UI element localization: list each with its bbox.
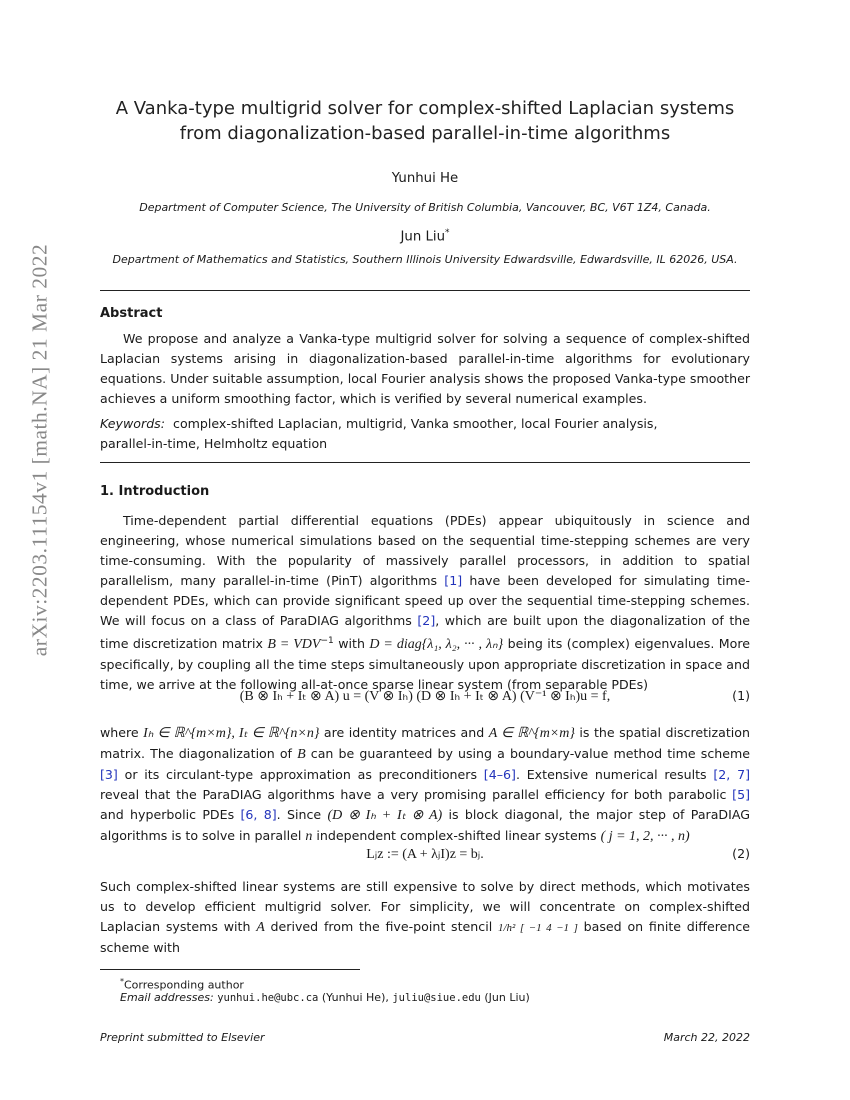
author-1 bbox=[100, 171, 750, 186]
footer-preprint: Preprint submitted to Elsevier bbox=[100, 1031, 265, 1044]
keywords-line-2: parallel-in-time, Helmholtz equation bbox=[100, 436, 328, 451]
math-a: A bbox=[256, 920, 265, 935]
email-2[interactable]: juliu@siue.edu bbox=[392, 992, 481, 1004]
p2-text-k: independent complex-shifted linear systems bbox=[312, 828, 601, 843]
math-d-diag: D = diag{λ₁, λ₂, ··· , λₙ} bbox=[369, 637, 504, 653]
affiliation-2: Department of Mathematics and Statistics, Southern Illinois University Edwardsville, Edwardsville, IL 62026, USA. bbox=[112, 253, 738, 266]
p1-text-b: have been developed for simulating time-dependent PDEs, which can provide significant speed up over the sequential time-stepping schemes. We will focus on a class of ParaDIAG algorithms bbox=[100, 573, 750, 628]
footnote-rule bbox=[100, 969, 360, 970]
email-1-owner: (Yunhui He), bbox=[321, 991, 389, 1004]
email-1[interactable]: yunhui.he@ubc.ca bbox=[217, 992, 319, 1004]
equation-1-number: (1) bbox=[732, 688, 750, 703]
title-line-2: from diagonalization-based parallel-in-time algorithms bbox=[179, 123, 671, 144]
math-inverse-sup: −1 bbox=[320, 636, 334, 646]
arxiv-stamp-text: arXiv:2203.11154v1 [math.NA] 21 Mar 2022 bbox=[27, 243, 52, 657]
equation-2-number: (2) bbox=[732, 846, 750, 861]
email-2-owner: (Jun Liu) bbox=[484, 991, 530, 1004]
citation-3[interactable]: [3] bbox=[100, 767, 118, 782]
arxiv-stamp bbox=[20, 240, 60, 660]
top-rule bbox=[100, 290, 750, 291]
footnote-corresponding-text: Corresponding author bbox=[124, 978, 244, 992]
abstract-heading: Abstract bbox=[100, 306, 163, 321]
math-b: B bbox=[297, 747, 306, 762]
author-2-name: Jun Liu bbox=[400, 229, 446, 245]
p2-text-i: . Since bbox=[276, 807, 328, 822]
math-n: n bbox=[305, 829, 313, 844]
p2-text-f: . Extensive numerical results bbox=[515, 767, 714, 782]
footnote-emails bbox=[120, 990, 530, 1006]
intro-paragraph-2 bbox=[100, 723, 750, 847]
author-2 bbox=[100, 228, 750, 244]
citation-5[interactable]: [5] bbox=[732, 787, 750, 802]
math-block-diag: (D ⊗ Iₕ + Iₜ ⊗ A) bbox=[327, 808, 443, 823]
keywords-label: Keywords: bbox=[100, 416, 165, 431]
equation-1 bbox=[100, 688, 750, 708]
section-heading: 1. Introduction bbox=[100, 484, 210, 499]
citation-2[interactable]: [2] bbox=[417, 613, 436, 628]
author-2-marker: * bbox=[445, 228, 450, 238]
paper-title bbox=[100, 96, 750, 146]
intro-paragraph-3 bbox=[100, 877, 750, 958]
citation-4-6[interactable]: [4–6] bbox=[483, 767, 516, 782]
citation-2-7[interactable]: [2, 7] bbox=[713, 767, 751, 782]
author-1-name: Yunhui He bbox=[391, 171, 459, 186]
math-identity: Iₕ ∈ ℝ^{m×m}, Iₜ ∈ ℝ^{n×n} bbox=[143, 726, 320, 741]
citation-1[interactable]: [1] bbox=[444, 573, 463, 588]
p3-text-b: derived from the five-point stencil bbox=[264, 919, 498, 934]
bottom-rule bbox=[100, 462, 750, 463]
stencil: 1/h² [ −1 4 −1 ] bbox=[497, 922, 578, 934]
email-label: Email addresses: bbox=[120, 991, 214, 1004]
p2-text-e: or its circulant-type approximation as preconditioners bbox=[117, 767, 484, 782]
abstract-text: We propose and analyze a Vanka-type multigrid solver for solving a sequence of complex-shifted Laplacian systems arising in diagonalization-based parallel-in-time algorithms for evolutionary equations. Under suitable assumption, local Fourier analysis shows the proposed Vanka-type smoother achieves a uniform smoothing factor, which is verified by several numerical examples. bbox=[100, 331, 750, 406]
citation-6-8[interactable]: [6, 8] bbox=[240, 807, 277, 822]
affiliation-1: Department of Computer Science, The University of British Columbia, Vancouver, BC, V6T 1Z4, Canada. bbox=[139, 201, 711, 214]
footer-date: March 22, 2022 bbox=[663, 1031, 750, 1044]
p2-text-d: can be guaranteed by using a boundary-value method time scheme bbox=[305, 746, 750, 761]
abstract-body bbox=[100, 329, 750, 409]
p1-text-d: with bbox=[338, 636, 370, 652]
equation-2 bbox=[100, 846, 750, 866]
p1-text-e: being its (complex) eigenvalues. More specifically, by coupling all the time steps simultaneously upon appropriate discretization in space and time, we arrive at the following all-at-once sparse linear system (from separable PDEs) bbox=[100, 636, 750, 693]
equation-2-expr: Lⱼz := (A + λⱼI)z = bⱼ. bbox=[366, 847, 484, 862]
p2-text-b: are identity matrices and bbox=[319, 725, 489, 740]
p2-text-g: reveal that the ParaDIAG algorithms have a very promising parallel efficiency for both parabolic bbox=[100, 787, 733, 802]
keywords bbox=[100, 414, 750, 454]
keywords-line-1: complex-shifted Laplacian, multigrid, Vanka smoother, local Fourier analysis, bbox=[173, 416, 658, 431]
p3-text-a: Such complex-shifted linear systems are still expensive to solve by direct methods, which motivates us to develop efficient multigrid solver. For simplicity, we will concentrate on complex-shifted Laplacian systems with bbox=[100, 879, 750, 934]
intro-paragraph-1 bbox=[100, 511, 750, 695]
math-b-vdv: B = VDV bbox=[267, 637, 321, 653]
p2-text-j: is block diagonal, the major step of ParaDIAG algorithms is to solve in parallel bbox=[100, 807, 750, 843]
p1-text-a: Time-dependent partial differential equations (PDEs) appear ubiquitously in science and engineering, whose numerical simulations based on the sequential time-stepping schemes are very time-consuming. With the popularity of massively parallel processors, in addition to spatial parallelism, many parallel-in-time (PinT) algorithms bbox=[100, 513, 750, 588]
math-j-range: ( j = 1, 2, ··· , n) bbox=[600, 829, 690, 844]
math-a-matrix: A ∈ ℝ^{m×m} bbox=[488, 726, 575, 741]
p1-text-c: , which are built upon the diagonalization of the time discretization matrix bbox=[100, 613, 750, 652]
title-line-1: A Vanka-type multigrid solver for complex-shifted Laplacian systems bbox=[115, 98, 735, 119]
footnote-marker: * bbox=[120, 977, 124, 986]
p3-text-c: based on finite difference scheme with bbox=[100, 919, 751, 955]
p2-text-c: is the spatial discretization matrix. The diagonalization of bbox=[100, 725, 750, 761]
p2-text-h: and hyperbolic PDEs bbox=[100, 807, 241, 822]
equation-1-expr: (B ⊗ Iₕ + Iₜ ⊗ A) u = (V ⊗ Iₕ) (D ⊗ Iₕ + Iₜ ⊗ A) (V⁻¹ ⊗ Iₕ)u = f, bbox=[239, 689, 611, 704]
p2-text-a: where bbox=[100, 725, 144, 740]
